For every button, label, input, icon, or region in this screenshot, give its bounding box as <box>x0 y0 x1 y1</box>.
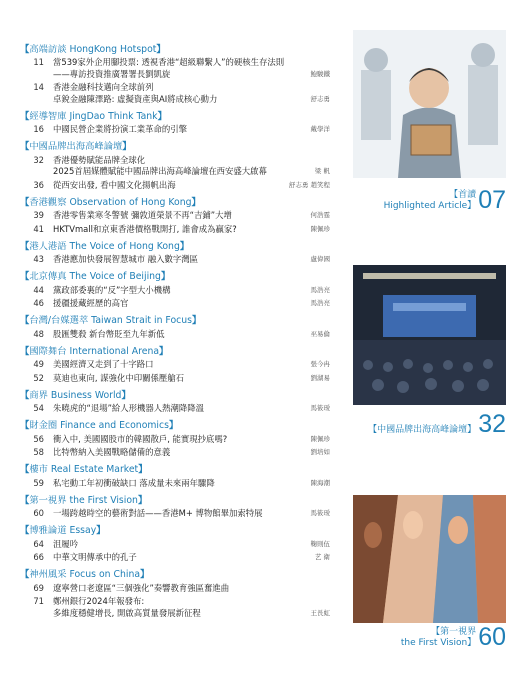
entry-title: 股匯雙殺 新台幣貶至九年新低 <box>53 328 165 339</box>
entry-title: 美國經濟又走到了十字路口 <box>53 359 154 369</box>
entry-page-number: 46 <box>33 298 44 308</box>
entry-body <box>53 403 330 415</box>
section-title: 經導智庫 JingDao Think Tank <box>29 110 158 122</box>
entry-line <box>53 94 330 106</box>
section-title: 北京傳真 The Voice of Beijing <box>29 271 161 282</box>
section-header[interactable] <box>20 193 330 208</box>
entry-page-number: 36 <box>33 179 44 190</box>
highlight-image-forum-stage[interactable] <box>353 265 506 405</box>
section-header[interactable] <box>20 491 330 506</box>
highlight-image-robot-worker[interactable] <box>353 30 506 178</box>
entry-title: 中國民營企業將扮演工業革命的引擎 <box>53 124 187 134</box>
bracket-close: 】 <box>96 525 106 536</box>
caption-label-line2: Highlighted Article】 <box>383 201 477 211</box>
entry-line <box>53 447 330 459</box>
cubist-painting <box>353 495 506 623</box>
toc-entry[interactable] <box>20 508 330 520</box>
table-of-contents <box>20 38 330 621</box>
entry-line <box>53 254 330 266</box>
entry-line <box>53 210 330 222</box>
section-header[interactable] <box>20 342 330 357</box>
entry-page-number: 44 <box>33 284 44 295</box>
bracket-close: 】 <box>121 389 131 401</box>
entry-title: 從西安出發, 看中國文化揚帆出海 <box>53 179 176 190</box>
toc-entry[interactable] <box>20 552 330 564</box>
toc-entry[interactable] <box>20 298 330 310</box>
entry-title: 衝入中, 美國國股市的韓國散戶, 能實現抄底嗎? <box>53 433 228 444</box>
entry-body <box>53 478 330 490</box>
highlight-caption-1[interactable] <box>384 188 506 212</box>
bracket-open: 【 <box>20 196 30 208</box>
caption-page-number: 07 <box>478 186 506 214</box>
entry-line <box>53 329 330 341</box>
toc-entry[interactable] <box>20 447 330 459</box>
entry-author: 張今冉 <box>310 360 330 368</box>
section-title: 神州風采 Focus on China <box>29 569 141 580</box>
entry-line <box>53 69 330 81</box>
toc-entry[interactable] <box>20 329 330 341</box>
entry-title: 私宅動工年初衝破缺口 落成量未來兩年驟降 <box>53 477 215 488</box>
toc-entry[interactable] <box>20 224 330 236</box>
entry-title: 多維度穩健增長, 開啟高質量發展新征程 <box>53 607 201 618</box>
entry-line <box>53 124 330 136</box>
entry-page-number: 54 <box>33 403 44 413</box>
entry-page-number: 58 <box>33 447 44 457</box>
entry-title: 莫迪也東向, 謀強化中印關係壓艙石 <box>53 372 184 383</box>
highlight-image-painting[interactable] <box>353 495 506 623</box>
entry-body <box>53 124 330 136</box>
entry-title: 香港優勢賦能品牌全球化 <box>53 154 146 165</box>
entry-line <box>53 403 330 415</box>
highlight-caption-2[interactable] <box>368 412 506 436</box>
entry-body <box>53 155 330 178</box>
entry-author: 舒志勇 <box>310 94 330 103</box>
entry-author: 馬浩亮 <box>310 299 330 307</box>
toc-entry[interactable] <box>20 434 330 446</box>
entry-title: 2025首屆媒體賦能中國品牌出海高峰論壇在西安盛大啟幕 <box>53 166 267 176</box>
entry-line <box>53 478 330 490</box>
entry-line <box>53 224 330 236</box>
bracket-open: 【 <box>20 420 30 431</box>
entry-author: 劉培如 <box>310 448 330 456</box>
entry-page-number: 64 <box>33 538 44 549</box>
entry-body <box>53 447 330 459</box>
toc-entry[interactable] <box>20 210 330 222</box>
entry-title: HKTVmall和京東香港價格戰開打, 誰會成為贏家? <box>53 223 237 234</box>
bracket-open: 【 <box>20 315 30 326</box>
entry-author: 戴學洋 <box>310 125 330 133</box>
entry-title: 沮履吟 <box>53 538 79 549</box>
entry-author: 鮑駿鐵 <box>310 69 330 78</box>
bracket-open: 【 <box>20 345 30 357</box>
entry-page-number: 43 <box>33 254 44 264</box>
entry-line <box>53 596 330 608</box>
toc-entry[interactable] <box>20 82 330 105</box>
caption-label-line2: the First Vision】 <box>400 638 477 648</box>
section-header[interactable] <box>20 566 330 581</box>
entry-page-number: 69 <box>33 582 44 593</box>
bracket-open: 【 <box>20 141 30 152</box>
entry-author: 梁 帆 <box>314 167 330 175</box>
section-title: 財金圈 Finance and Economics <box>29 420 169 431</box>
entry-line <box>53 608 330 620</box>
entry-title: 遼寧營口老遼區“三個強化”奏響教育強區奮進曲 <box>53 582 230 593</box>
entry-line <box>53 155 330 167</box>
caption-page-number: 32 <box>478 410 506 438</box>
section-title: 中國品牌出海高峰論壇 <box>29 141 123 152</box>
entry-line <box>53 373 330 385</box>
section-header[interactable] <box>20 138 330 153</box>
entry-body <box>53 373 330 385</box>
toc-entry[interactable] <box>20 254 330 266</box>
entry-line <box>53 359 330 371</box>
entry-page-number: 49 <box>33 359 44 369</box>
toc-entry[interactable] <box>20 155 330 178</box>
entry-page-number: 32 <box>33 154 44 165</box>
entry-body <box>53 359 330 371</box>
toc-entry[interactable] <box>20 359 330 371</box>
section-title: 第一視界 the First Vision <box>29 494 138 506</box>
bracket-close: 】 <box>122 141 132 152</box>
section-header[interactable] <box>20 268 330 283</box>
entry-title: 卓銳金融陳澤路: 虛擬資產與AI將成核心動力 <box>53 93 218 104</box>
entry-line <box>53 166 330 178</box>
entry-author: 陳佩珍 <box>310 224 330 233</box>
bracket-open: 【 <box>20 525 30 536</box>
entry-title: 一場跨越時空的藝術對話——香港M+ 博物館畢加索特展 <box>53 508 263 518</box>
entry-body <box>53 583 330 595</box>
toc-entry[interactable] <box>20 583 330 595</box>
entry-title: 香港零售業寒冬警號 彌敦道榮景不再“吉鋪”大增 <box>53 210 232 220</box>
entry-body <box>53 596 330 619</box>
entry-author: 盧偉國 <box>310 255 330 263</box>
entry-page-number: 11 <box>33 57 44 67</box>
section-title: 台灣/台媒選萃 Taiwan Strait in Focus <box>29 315 192 326</box>
bracket-open: 【 <box>20 43 30 55</box>
entry-line <box>53 583 330 595</box>
entry-title: ——專訪投資推廣署署長劉凱旋 <box>53 68 171 79</box>
entry-title: 當539家外企用腳投票: 透視香港“超級聯繫人”的硬核生存法則 <box>53 57 285 67</box>
entry-title: 朱曉虎的“退場”給人形機器人熱潮降降溫 <box>53 403 205 413</box>
entry-line <box>53 180 330 192</box>
entry-title: 香港金融科技邁向全球前列 <box>53 82 154 92</box>
entry-body <box>53 254 330 266</box>
bracket-open: 【 <box>20 271 30 282</box>
bracket-close: 】 <box>157 110 167 122</box>
entry-line <box>53 57 330 69</box>
section-title: 樓市 Real Estate Market <box>29 464 139 475</box>
entry-author: 馬浩亮 <box>310 285 330 294</box>
entry-body <box>53 285 330 297</box>
section-title: 博雅論道 Essay <box>29 525 97 536</box>
entry-line <box>53 539 330 551</box>
entry-page-number: 66 <box>33 552 44 562</box>
section-header[interactable] <box>20 312 330 327</box>
entry-body <box>53 434 330 446</box>
entry-title: 黨政部委裏的“反”字型大小機構 <box>53 284 171 295</box>
entry-body <box>53 329 330 341</box>
entry-body <box>53 539 330 551</box>
entry-title: 援疆援藏經歷的高官 <box>53 298 129 308</box>
entry-line <box>53 508 330 520</box>
bracket-close: 】 <box>168 420 179 431</box>
entry-body <box>53 298 330 310</box>
bracket-close: 】 <box>160 271 171 282</box>
caption-label-line1: 【首讀 <box>449 190 477 200</box>
section-title: 港人港語 The Voice of Hong Kong <box>29 240 180 252</box>
bracket-close: 】 <box>191 196 201 208</box>
entry-title: 比特幣納入美國戰略儲備的意義 <box>53 447 171 457</box>
entry-page-number: 16 <box>33 124 44 134</box>
caption-page-number: 60 <box>478 623 506 651</box>
entry-body <box>53 224 330 236</box>
section-header[interactable] <box>20 107 330 122</box>
toc-entry[interactable] <box>20 596 330 619</box>
forum-stage-photo <box>353 265 506 405</box>
bracket-close: 】 <box>138 464 148 475</box>
entry-author: 鞠則伍 <box>310 539 330 548</box>
entry-body <box>53 57 330 80</box>
entry-page-number: 59 <box>33 477 44 488</box>
bracket-close: 】 <box>191 315 202 326</box>
section-title: 香港觀察 Observation of Hong Kong <box>29 196 192 208</box>
entry-author: 何浩霆 <box>310 211 330 219</box>
entry-page-number: 39 <box>33 210 44 220</box>
toc-entry[interactable] <box>20 403 330 415</box>
toc-entry[interactable] <box>20 57 330 80</box>
entry-page-number: 41 <box>33 223 44 234</box>
entry-author: 陳海潮 <box>310 478 330 487</box>
entry-line <box>53 82 330 94</box>
section-header[interactable] <box>20 386 330 401</box>
toc-entry[interactable] <box>20 285 330 297</box>
entry-body <box>53 82 330 105</box>
bracket-open: 【 <box>20 240 30 252</box>
entry-author: 陳佩珍 <box>310 434 330 443</box>
bracket-close: 】 <box>140 569 150 580</box>
entry-title: 香港應加快發展智慧城市 融入數字灣區 <box>53 254 199 264</box>
bracket-open: 【 <box>20 464 30 475</box>
section-header[interactable] <box>20 522 330 537</box>
section-header[interactable] <box>20 40 330 55</box>
entry-title: 鄭州銀行2024年報發布: <box>53 596 145 606</box>
bracket-close: 】 <box>179 240 190 252</box>
section-header[interactable] <box>20 417 330 432</box>
entry-line <box>53 434 330 446</box>
section-title: 國際舞台 International Arena <box>29 345 160 357</box>
toc-entry[interactable] <box>20 373 330 385</box>
entry-page-number: 52 <box>33 372 44 383</box>
entry-author: 巫易倫 <box>310 329 330 338</box>
entry-page-number: 56 <box>33 433 44 444</box>
toc-entry[interactable] <box>20 539 330 551</box>
entry-author: 馬筱璦 <box>310 509 330 517</box>
bracket-open: 【 <box>20 494 30 506</box>
entry-author: 劉湖易 <box>310 373 330 382</box>
bracket-open: 【 <box>20 569 30 580</box>
entry-body <box>53 210 330 222</box>
section-title: 商界 Business World <box>29 389 122 401</box>
robot-worker-illustration <box>353 30 506 178</box>
entry-line <box>53 298 330 310</box>
entry-author: 王長虹 <box>310 608 330 617</box>
highlight-caption-3[interactable] <box>401 625 506 649</box>
entry-body <box>53 180 330 192</box>
entry-author: 馬筱璦 <box>310 404 330 412</box>
bracket-close: 】 <box>137 494 148 506</box>
section-header[interactable] <box>20 461 330 476</box>
entry-page-number: 60 <box>33 508 44 518</box>
entry-page-number: 14 <box>33 82 44 92</box>
bracket-open: 【 <box>20 110 30 122</box>
bracket-close: 】 <box>156 43 166 55</box>
toc-entry[interactable] <box>20 180 330 192</box>
bracket-close: 】 <box>159 345 169 357</box>
toc-entry[interactable] <box>20 124 330 136</box>
entry-line <box>53 552 330 564</box>
entry-author: 舒志勇 趙笑程 <box>288 180 330 189</box>
entry-page-number: 48 <box>33 328 44 339</box>
caption-label-line1: 【第一視界 <box>431 627 477 637</box>
bracket-open: 【 <box>20 389 30 401</box>
section-header[interactable] <box>20 237 330 252</box>
entry-title: 中華文明傳承中的孔子 <box>53 552 137 562</box>
entry-line <box>53 285 330 297</box>
entry-body <box>53 552 330 564</box>
entry-author: 艺 衛 <box>314 553 330 561</box>
caption-label: 【中國品牌出海高峰論壇】 <box>368 425 477 435</box>
toc-entry[interactable] <box>20 478 330 490</box>
section-title: 高端訪談 HongKong Hotspot <box>29 43 157 55</box>
entry-page-number: 71 <box>33 596 44 606</box>
entry-body <box>53 508 330 520</box>
